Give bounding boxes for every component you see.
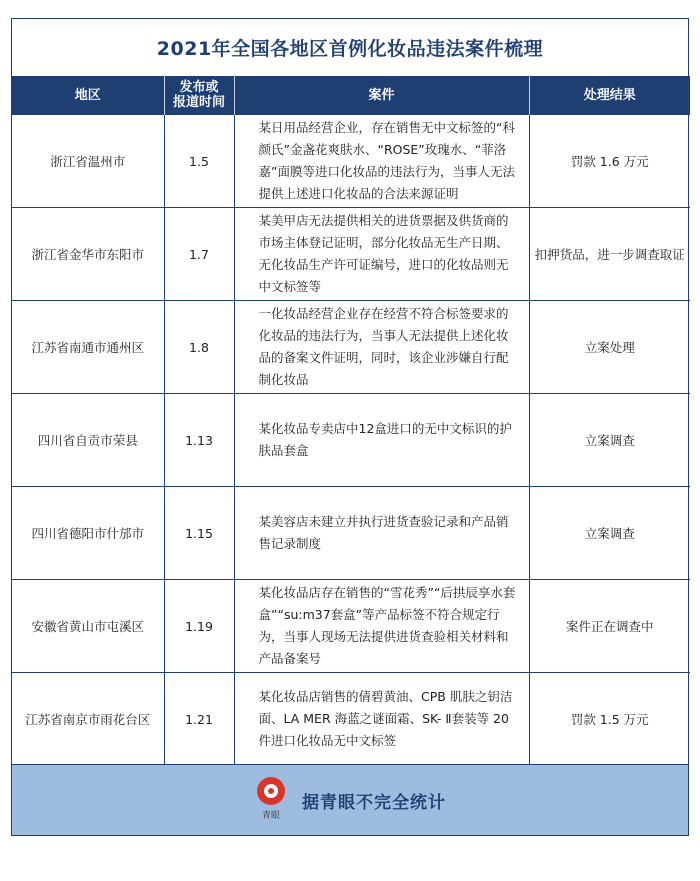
table-row bbox=[12, 487, 690, 580]
cell-time: 1.15 bbox=[164, 487, 234, 580]
cell-result: 立案调查 bbox=[529, 487, 690, 580]
cell-region: 浙江省温州市 bbox=[12, 115, 164, 208]
cell-case: 某美甲店无法提供相关的进货票据及供货商的市场主体登记证明，部分化妆品无生产日期、无化妆品生产许可证编号，进口的化妆品则无中文标签等 bbox=[234, 208, 529, 301]
header-case: 案件 bbox=[234, 76, 529, 115]
eye-logo-icon bbox=[257, 777, 285, 805]
cell-region: 四川省自贡市荣县 bbox=[12, 394, 164, 487]
cell-case: 某日用品经营企业，存在销售无中文标签的“科颜氏”金盏花爽肤水、“ROSE”玫瑰水、“菲洛嘉”面膜等进口化妆品的违法行为，当事人无法提供上述进口化妆品的合法来源证明 bbox=[234, 115, 529, 208]
cell-case: 某化妆品店存在销售的“雪花秀”“后拱辰享水套盒”“su:m37套盒”等产品标签不符合规定行为，当事人现场无法提供进货查验相关材料和产品备案号 bbox=[234, 580, 529, 673]
cell-case: 某化妆品店销售的倩碧黄油、CPB 肌肤之钥洁面、LA MER 海蓝之谜面霜、SK- Ⅱ套装等 20 件进口化妆品无中文标签 bbox=[234, 673, 529, 766]
cell-time: 1.8 bbox=[164, 301, 234, 394]
footer-note: 据青眼不完全统计 bbox=[302, 792, 446, 813]
brand-logo bbox=[254, 777, 288, 823]
header-region: 地区 bbox=[12, 76, 164, 115]
table-row bbox=[12, 301, 690, 394]
table-frame bbox=[11, 18, 689, 836]
table-header-row bbox=[12, 76, 690, 115]
cell-region: 江苏省南通市通州区 bbox=[12, 301, 164, 394]
cases-table bbox=[12, 76, 690, 765]
cell-region: 浙江省金华市东阳市 bbox=[12, 208, 164, 301]
cell-region: 安徽省黄山市屯溪区 bbox=[12, 580, 164, 673]
cell-result: 罚款 1.6 万元 bbox=[529, 115, 690, 208]
table-row bbox=[12, 673, 690, 766]
brand-logo-text: 青眼 bbox=[261, 811, 280, 821]
header-time-line2: 报道时间 bbox=[172, 95, 225, 110]
cell-result: 立案处理 bbox=[529, 301, 690, 394]
header-time bbox=[164, 76, 234, 115]
cell-result: 罚款 1.5 万元 bbox=[529, 673, 690, 766]
header-time-line1: 发布或 bbox=[179, 80, 219, 95]
cell-region: 四川省德阳市什邡市 bbox=[12, 487, 164, 580]
cell-region: 江苏省南京市雨花台区 bbox=[12, 673, 164, 766]
page-title: 2021年全国各地区首例化妆品违法案件梳理 bbox=[156, 38, 544, 60]
cell-case: 某美容店未建立并执行进货查验记录和产品销售记录制度 bbox=[234, 487, 529, 580]
cell-time: 1.7 bbox=[164, 208, 234, 301]
cell-result: 立案调查 bbox=[529, 394, 690, 487]
cell-result: 扣押货品，进一步调查取证 bbox=[529, 208, 690, 301]
table-row bbox=[12, 580, 690, 673]
table-row bbox=[12, 208, 690, 301]
header-result: 处理结果 bbox=[529, 76, 690, 115]
cell-case: 一化妆品经营企业存在经营不符合标签要求的化妆品的违法行为，当事人无法提供上述化妆品的备案文件证明，同时，该企业涉嫌自行配制化妆品 bbox=[234, 301, 529, 394]
footer-banner bbox=[12, 764, 688, 835]
cell-case: 某化妆品专卖店中12盒进口的无中文标识的护肤品套盒 bbox=[234, 394, 529, 487]
table-row bbox=[12, 394, 690, 487]
cell-time: 1.13 bbox=[164, 394, 234, 487]
cell-time: 1.5 bbox=[164, 115, 234, 208]
cell-result: 案件正在调查中 bbox=[529, 580, 690, 673]
cell-time: 1.21 bbox=[164, 673, 234, 766]
table-row bbox=[12, 115, 690, 208]
cell-time: 1.19 bbox=[164, 580, 234, 673]
